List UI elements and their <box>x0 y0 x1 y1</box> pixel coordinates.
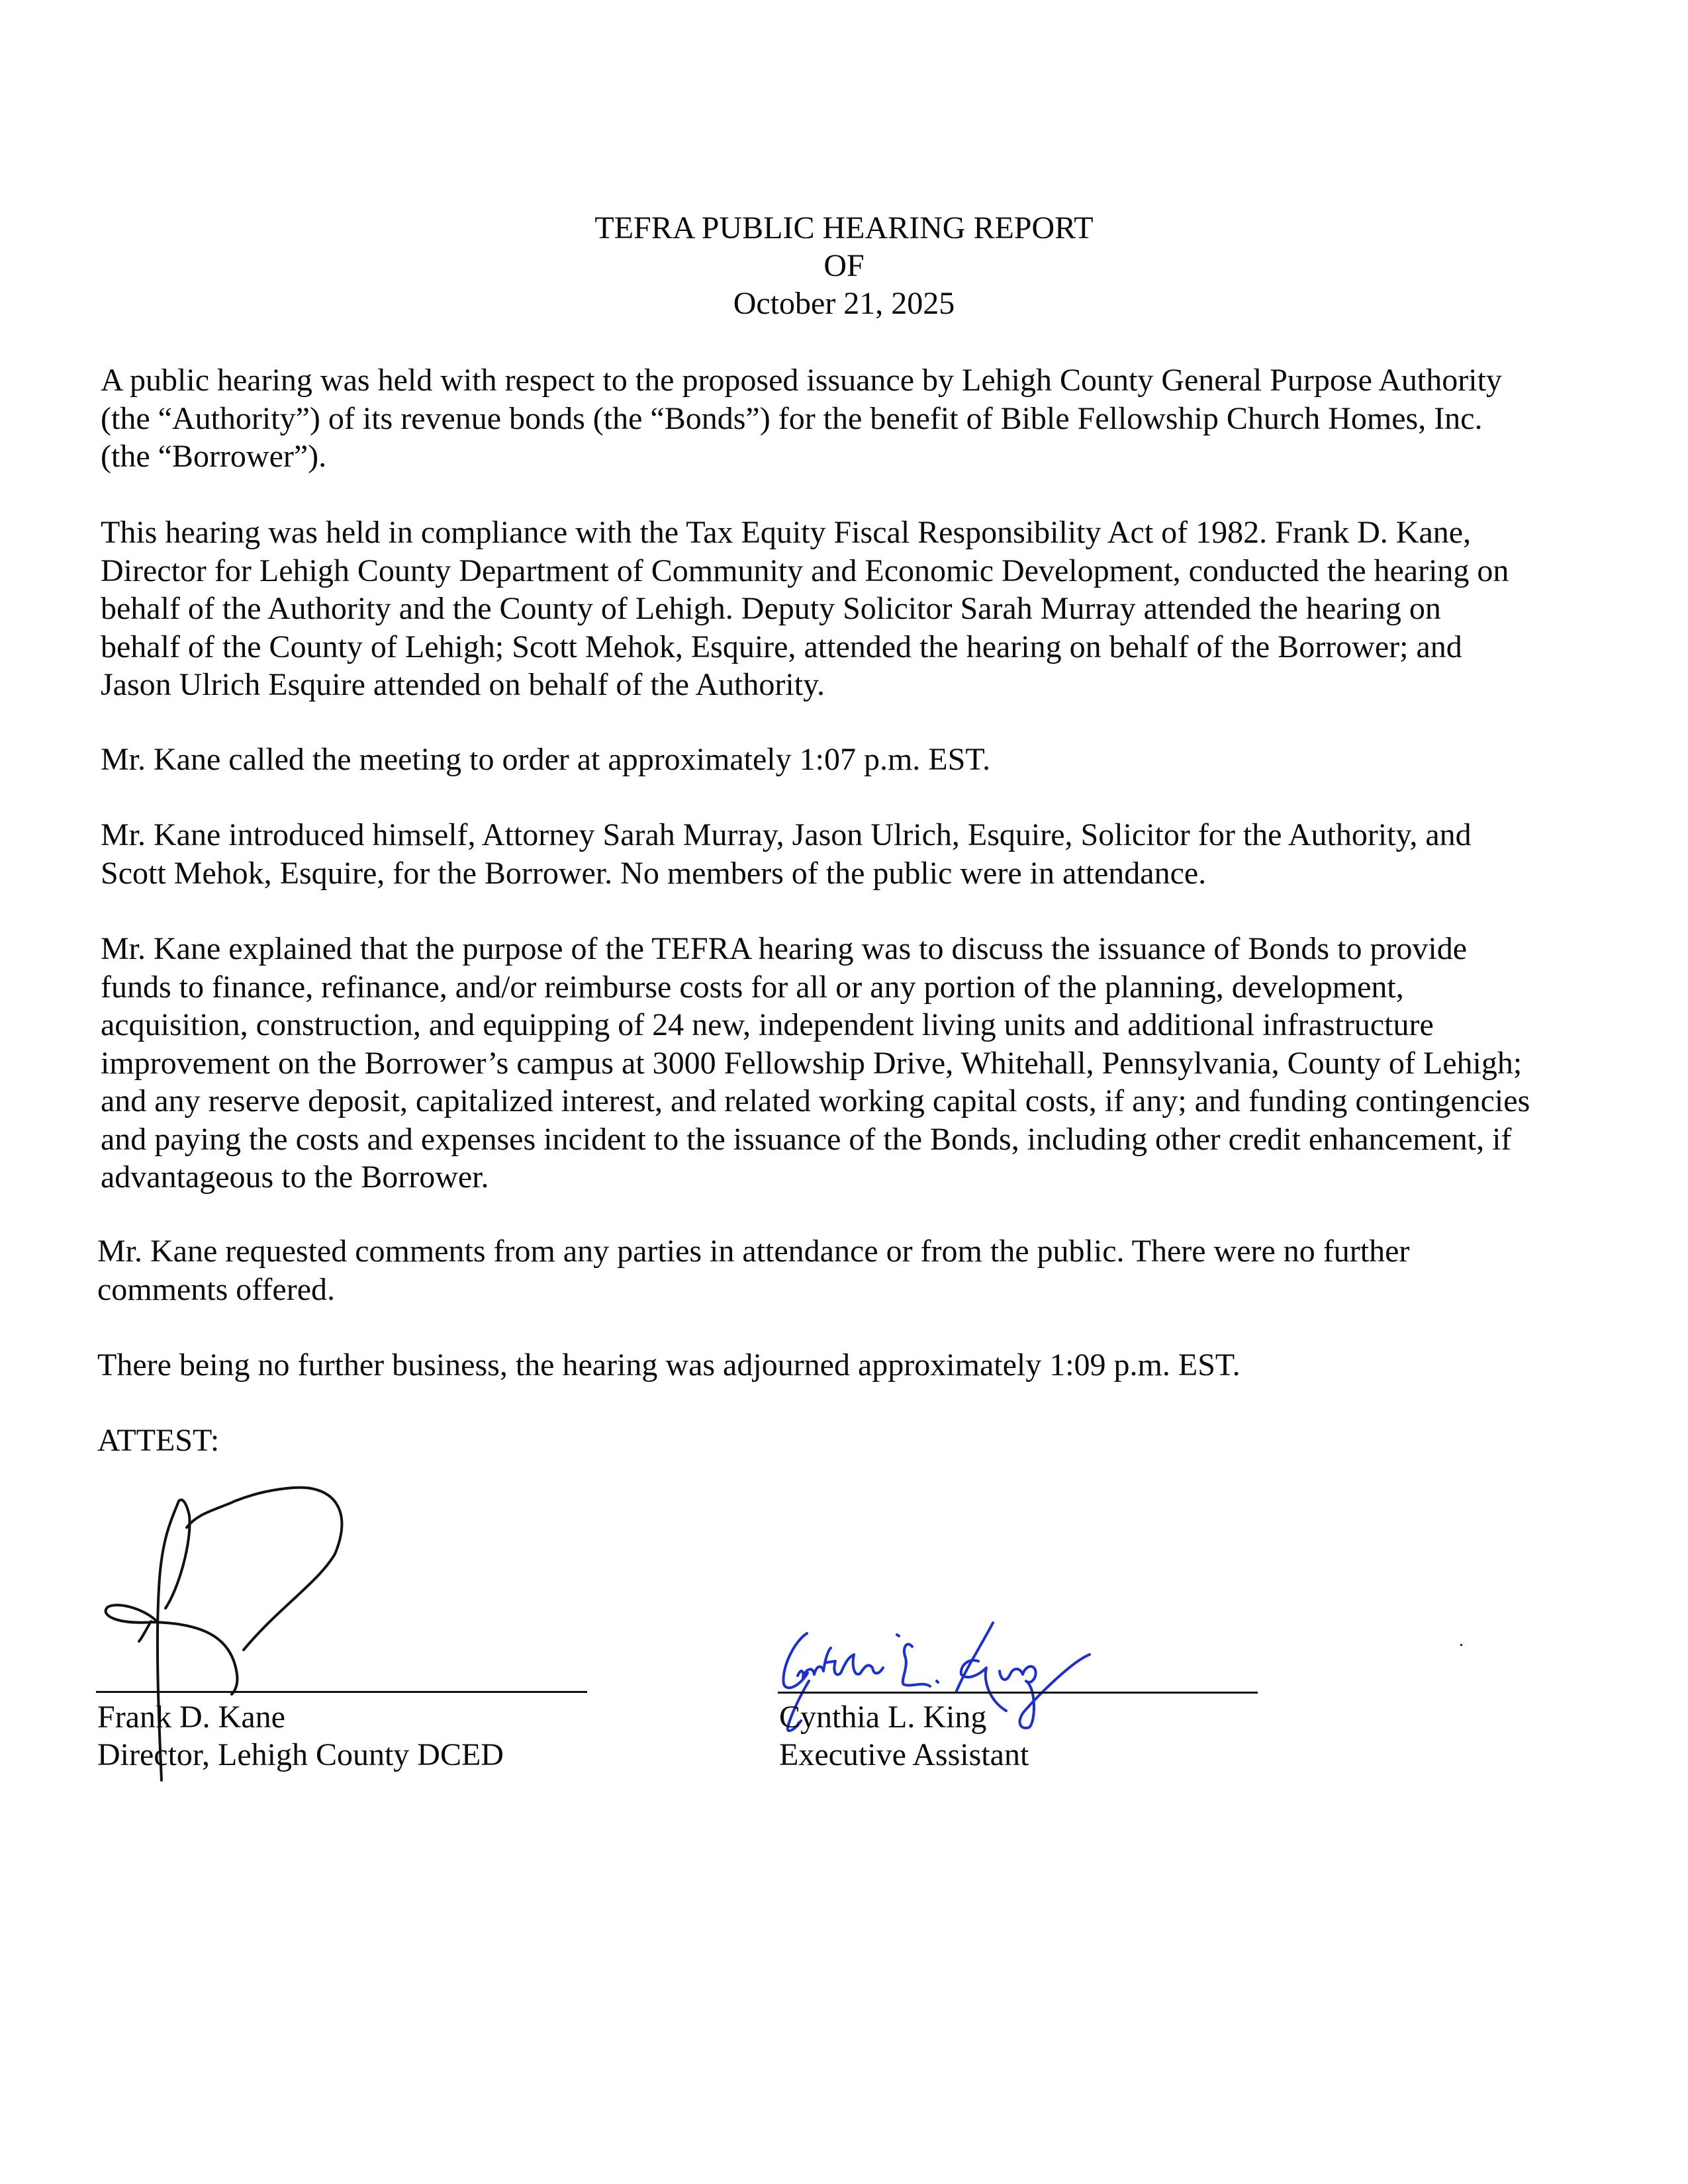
text-line: Director for Lehigh County Department of Community and Economic Development, conducted the hearing on <box>101 553 1509 588</box>
paragraph-introductions <box>101 816 1583 892</box>
king-sig-dot <box>937 1681 938 1682</box>
king-sig-dot2 <box>897 1635 899 1636</box>
king-sig-ynthia <box>798 1648 883 1678</box>
kane-signature-line <box>96 1691 587 1693</box>
text-line: improvement on the Borrower’s campus at 3000 Fellowship Drive, Whitehall, Pennsylvania, County of Lehigh; <box>101 1045 1523 1081</box>
king-sig-c <box>783 1633 808 1688</box>
kane-signatory-name: Frank D. Kane <box>97 1700 285 1735</box>
text-line: funds to finance, refinance, and/or reimburse costs for all or any portion of the planning, development, <box>101 969 1404 1005</box>
text-line: comments offered. <box>97 1271 335 1307</box>
paragraph-comments <box>97 1232 1580 1308</box>
kane-sig-tail <box>139 1621 151 1641</box>
text-line: This hearing was held in compliance with the Tax Equity Fiscal Responsibility Act of 1982. Frank D. Kane, <box>101 515 1472 550</box>
paragraph-introduction <box>101 361 1583 476</box>
text-line: Mr. Kane called the meeting to order at approximately 1:07 p.m. EST. <box>101 742 991 777</box>
report-title-block <box>0 209 1688 322</box>
text-line: There being no further business, the hearing was adjourned approximately 1:09 p.m. EST. <box>97 1347 1241 1383</box>
paragraph-purpose <box>101 930 1583 1197</box>
attest-label: ATTEST: <box>97 1423 220 1458</box>
text-line: Mr. Kane introduced himself, Attorney Sarah Murray, Jason Ulrich, Esquire, Solicitor for the Authority, and <box>101 817 1472 852</box>
text-line: advantageous to the Borrower. <box>101 1160 489 1195</box>
text-line: Jason Ulrich Esquire attended on behalf of the Authority. <box>101 667 825 702</box>
text-line: Mr. Kane requested comments from any parties in attendance or from the public. There were no further <box>97 1234 1410 1269</box>
king-signature-line <box>778 1692 1258 1694</box>
text-line: A public hearing was held with respect to the proposed issuance by Lehigh County General Purpose Authority <box>101 363 1502 398</box>
text-line: (the “Borrower”). <box>101 439 327 474</box>
text-line: and paying the costs and expenses incident to the issuance of the Bonds, including other credit enhancement, if <box>101 1121 1512 1157</box>
king-sig-L <box>903 1644 930 1686</box>
text-line: Scott Mehok, Esquire, for the Borrower. No members of the public were in attendance. <box>101 855 1207 891</box>
king-signatory-name: Cynthia L. King <box>779 1700 987 1735</box>
text-line: acquisition, construction, and equipping of 24 new, independent living units and additional infrastructure <box>101 1007 1434 1042</box>
kane-sig-loop <box>187 1488 342 1650</box>
text-line: behalf of the County of Lehigh; Scott Mehok, Esquire, attended the hearing on behalf of the Borrower; and <box>101 629 1462 664</box>
king-signatory-title: Executive Assistant <box>779 1737 1029 1772</box>
text-line: Mr. Kane explained that the purpose of the TEFRA hearing was to discuss the issuance of Bonds to provide <box>101 931 1468 966</box>
text-line: behalf of the Authority and the County of Lehigh. Deputy Solicitor Sarah Murray attended the hearing on <box>101 591 1441 626</box>
report-title-of: OF <box>823 248 865 283</box>
kane-signatory-title: Director, Lehigh County DCED <box>97 1737 504 1772</box>
text-line: (the “Authority”) of its revenue bonds (the “Bonds”) for the benefit of Bible Fellowship Church Homes, Inc. <box>101 400 1483 436</box>
text-line: and any reserve deposit, capitalized interest, and related working capital costs, if any; and funding contingencies <box>101 1083 1530 1118</box>
paragraph-compliance <box>101 514 1583 704</box>
kane-sig-cross <box>106 1605 238 1694</box>
paragraph-adjournment <box>97 1346 1580 1385</box>
report-title: TEFRA PUBLIC HEARING REPORT <box>594 210 1094 246</box>
report-date: October 21, 2025 <box>733 286 955 321</box>
scan-speck <box>1460 1644 1462 1646</box>
paragraph-call-to-order <box>101 741 1583 779</box>
